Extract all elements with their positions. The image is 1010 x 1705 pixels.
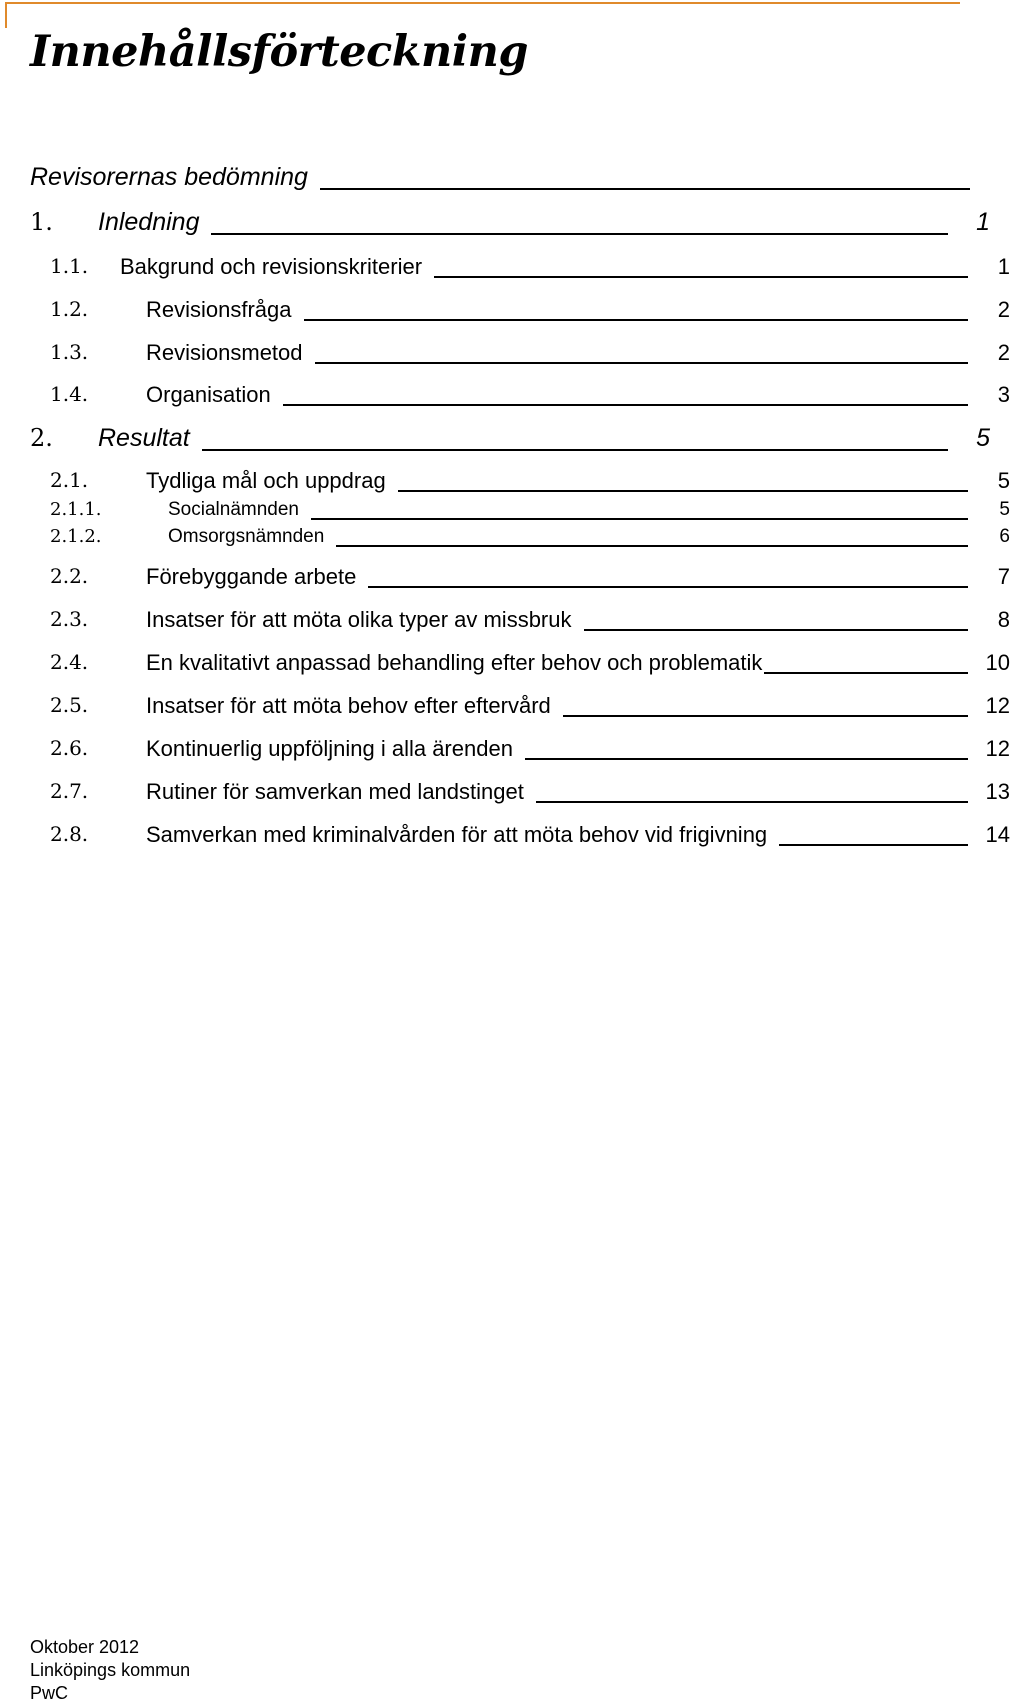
toc-entry-number: 2.1.1. bbox=[50, 499, 102, 520]
toc-entry-2-1-2[interactable] bbox=[0, 525, 1010, 549]
toc-entry-2-4[interactable] bbox=[0, 649, 1010, 676]
toc-entry-page: 3 bbox=[997, 382, 1010, 407]
toc-entry-page: 6 bbox=[999, 526, 1010, 547]
toc-entry-page: 2 bbox=[997, 297, 1010, 322]
toc-leader-line bbox=[584, 629, 969, 631]
toc-entry-page: 14 bbox=[985, 822, 1010, 847]
toc-entry-label: Omsorgsnämnden bbox=[168, 526, 325, 547]
toc-entry-number: 2.1. bbox=[50, 468, 89, 492]
toc-leader-line bbox=[304, 319, 968, 321]
toc-entry-page: 12 bbox=[985, 693, 1010, 718]
toc-leader-line bbox=[283, 404, 968, 406]
page-title: Innehållsförteckning bbox=[30, 27, 528, 77]
toc-entry-page: 5 bbox=[999, 499, 1010, 520]
toc-entry-label: Bakgrund och revisionskriterier bbox=[120, 254, 423, 279]
toc-entry-number: 2.8. bbox=[50, 822, 89, 846]
toc-entry-number: 1.3. bbox=[50, 340, 89, 364]
toc-entry-revisorernas-bedomning[interactable] bbox=[0, 162, 990, 192]
toc-entry-2-8[interactable] bbox=[0, 821, 1010, 848]
toc-leader-line bbox=[311, 518, 968, 520]
toc-entry-2-7[interactable] bbox=[0, 778, 1010, 805]
toc-entry-1[interactable] bbox=[0, 207, 990, 237]
toc-entry-2-1[interactable] bbox=[0, 467, 1010, 494]
toc-entry-number: 2.5. bbox=[50, 693, 89, 717]
toc-entry-number: 2.3. bbox=[50, 607, 89, 631]
toc-leader-line bbox=[315, 362, 968, 364]
toc-entry-label: Tydliga mål och uppdrag bbox=[146, 468, 386, 493]
toc-entry-2[interactable] bbox=[0, 423, 990, 453]
toc-entry-label: En kvalitativt anpassad behandling efter behov och problematik bbox=[146, 650, 763, 675]
footer-firm: PwC bbox=[30, 1683, 69, 1703]
toc-entry-label: Revisionsfråga bbox=[146, 297, 292, 322]
toc-leader-line bbox=[764, 672, 968, 674]
toc-leader-line bbox=[525, 758, 968, 760]
footer-date: Oktober 2012 bbox=[30, 1637, 140, 1657]
toc-entry-number: 1.2. bbox=[50, 297, 89, 321]
toc-leader-line bbox=[202, 449, 948, 451]
toc-entry-page: 10 bbox=[985, 650, 1010, 675]
toc-entry-page: 1 bbox=[976, 208, 990, 236]
toc-entry-label: Revisionsmetod bbox=[146, 340, 303, 365]
toc-entry-1-1[interactable] bbox=[0, 253, 1010, 280]
toc-entry-page: 13 bbox=[985, 779, 1010, 804]
page-footer bbox=[30, 1636, 190, 1705]
toc-leader-line bbox=[320, 188, 970, 190]
toc-entry-page: 5 bbox=[976, 424, 990, 452]
footer-organization: Linköpings kommun bbox=[30, 1660, 191, 1680]
toc-entry-label: Resultat bbox=[98, 424, 190, 452]
toc-entry-page: 2 bbox=[997, 340, 1010, 365]
toc-leader-line bbox=[434, 276, 968, 278]
toc-entry-2-2[interactable] bbox=[0, 563, 1010, 590]
toc-entry-page: 7 bbox=[997, 564, 1010, 589]
toc-leader-line bbox=[398, 490, 968, 492]
toc-leader-line bbox=[211, 233, 948, 235]
toc-entry-2-6[interactable] bbox=[0, 735, 1010, 762]
toc-entry-number: 2.6. bbox=[50, 736, 89, 760]
toc-entry-1-3[interactable] bbox=[0, 339, 1010, 366]
toc-entry-number: 2.4. bbox=[50, 650, 89, 674]
toc-entry-page: 12 bbox=[985, 736, 1010, 761]
toc-entry-number: 2. bbox=[30, 424, 53, 452]
toc-entry-label: Socialnämnden bbox=[168, 499, 299, 520]
toc-entry-number: 1.4. bbox=[50, 382, 89, 406]
toc-entry-page: 5 bbox=[997, 468, 1010, 493]
toc-entry-number: 2.1.2. bbox=[50, 526, 102, 547]
toc-entry-page: 8 bbox=[997, 607, 1010, 632]
toc-entry-1-2[interactable] bbox=[0, 296, 1010, 323]
toc-entry-label: Revisorernas bedömning bbox=[30, 163, 308, 191]
toc-leader-line bbox=[336, 545, 968, 547]
toc-leader-line bbox=[779, 844, 968, 846]
toc-entry-label: Samverkan med kriminalvården för att möta behov vid frigivning bbox=[146, 822, 768, 847]
toc-entry-number: 2.7. bbox=[50, 779, 89, 803]
toc-leader-line bbox=[563, 715, 968, 717]
toc-entry-label: Insatser för att möta olika typer av missbruk bbox=[146, 607, 572, 632]
toc-entry-2-1-1[interactable] bbox=[0, 498, 1010, 522]
toc-entry-label: Insatser för att möta behov efter eftervård bbox=[146, 693, 551, 718]
toc-leader-line bbox=[368, 586, 968, 588]
toc-entry-label: Inledning bbox=[98, 208, 200, 236]
toc-entry-number: 1.1. bbox=[50, 254, 89, 278]
toc-entry-number: 2.2. bbox=[50, 564, 89, 588]
toc-entry-label: Rutiner för samverkan med landstinget bbox=[146, 779, 524, 804]
toc-entry-label: Organisation bbox=[146, 382, 271, 407]
toc-entry-2-5[interactable] bbox=[0, 692, 1010, 719]
toc-entry-number: 1. bbox=[30, 208, 53, 236]
toc-leader-line bbox=[536, 801, 968, 803]
toc-entry-label: Förebyggande arbete bbox=[146, 564, 357, 589]
toc-entry-1-4[interactable] bbox=[0, 381, 1010, 408]
toc-entry-page: 1 bbox=[997, 254, 1010, 279]
toc-entry-label: Kontinuerlig uppföljning i alla ärenden bbox=[146, 736, 513, 761]
toc-entry-2-3[interactable] bbox=[0, 606, 1010, 633]
